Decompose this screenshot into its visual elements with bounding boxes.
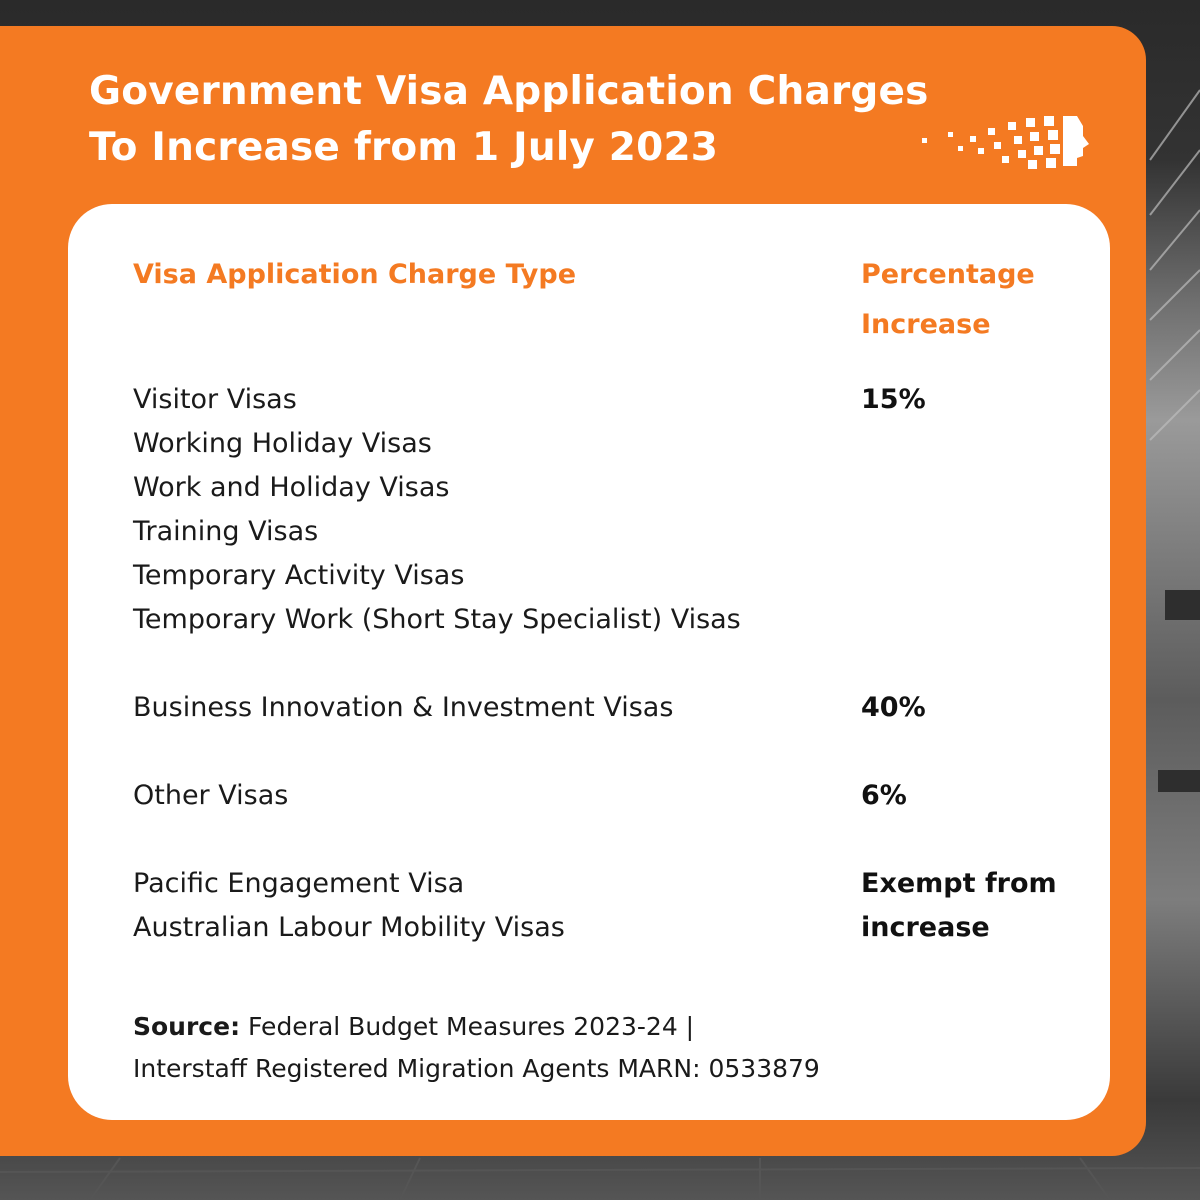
percentage-value: 15% bbox=[861, 384, 926, 415]
source-label: Source: bbox=[133, 1012, 241, 1041]
headline-line-1: Government Visa Application Charges bbox=[89, 69, 929, 114]
pixel-head-icon bbox=[918, 116, 1098, 176]
percentage-value: 6% bbox=[861, 780, 907, 811]
visa-type-item: Business Innovation & Investment Visas bbox=[133, 692, 674, 723]
visa-type-item: Other Visas bbox=[133, 780, 289, 811]
visa-type-item: Visitor Visas bbox=[133, 384, 297, 415]
source-line-2: Interstaff Registered Migration Agents MARN: 0533879 bbox=[133, 1054, 820, 1083]
visa-type-item: Temporary Activity Visas bbox=[133, 560, 465, 591]
column-header-percentage-line-1: Percentage bbox=[861, 259, 1035, 290]
percentage-value-line-2: increase bbox=[861, 912, 990, 943]
source-line-1: Federal Budget Measures 2023-24 | bbox=[248, 1012, 695, 1041]
column-header-percentage-line-2: Increase bbox=[861, 309, 991, 340]
headline-line-2: To Increase from 1 July 2023 bbox=[89, 125, 719, 170]
percentage-value: Exempt from bbox=[861, 868, 1057, 899]
column-header-percentage bbox=[861, 250, 1035, 350]
visa-type-item: Work and Holiday Visas bbox=[133, 472, 450, 503]
column-header-type: Visa Application Charge Type bbox=[133, 259, 577, 290]
source-note bbox=[133, 1006, 893, 1090]
percentage-value: 40% bbox=[861, 692, 926, 723]
visa-type-item: Working Holiday Visas bbox=[133, 428, 432, 459]
visa-type-item: Temporary Work (Short Stay Specialist) Visas bbox=[133, 604, 741, 635]
headline bbox=[89, 64, 929, 176]
visa-type-item: Australian Labour Mobility Visas bbox=[133, 912, 565, 943]
visa-type-item: Pacific Engagement Visa bbox=[133, 868, 465, 899]
visa-type-item: Training Visas bbox=[133, 516, 319, 547]
